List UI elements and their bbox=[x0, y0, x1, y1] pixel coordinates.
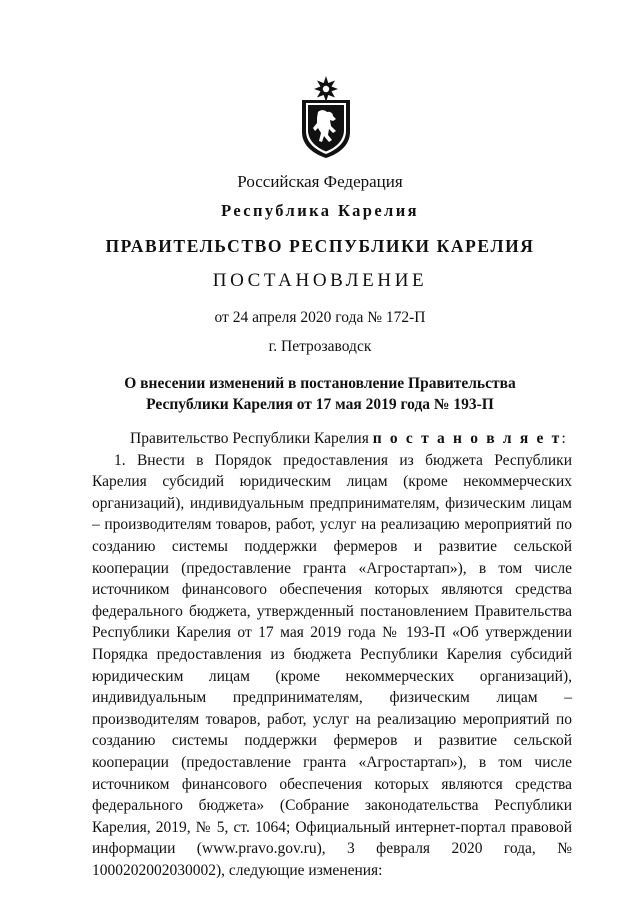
karelia-coat-of-arms-icon bbox=[300, 76, 352, 158]
intro-verb: п о с т а н о в л я е т bbox=[372, 430, 562, 447]
document-date-number: от 24 апреля 2020 года № 172-П bbox=[214, 309, 426, 326]
document-body bbox=[92, 428, 572, 881]
subject-line-1: О внесении изменений в постановление Правительства bbox=[124, 375, 516, 392]
republic-name: Республика Карелия bbox=[221, 201, 419, 220]
intro-text: Правительство Республики Карелия bbox=[130, 430, 373, 447]
government-name: ПРАВИТЕЛЬСТВО РЕСПУБЛИКИ КАРЕЛИЯ bbox=[105, 236, 535, 256]
document-subject bbox=[120, 373, 520, 415]
item-1-paragraph: 1. Внести в Порядок предоставления из бюджета Республики Карелия субсидий юридическим лицам (кроме некоммерческих организаций), индивидуальным предпринимателям, физическим лицам – производителям товаров, работ, услуг на реализацию мероприятий по созданию системы поддержки фермеров и развитие сельской кооперации (предоставление гранта «Агростартап»), в том числе источником финансового обеспечения которых являются средства федерального бюджета, утвержденный постановлением Правительства Республики Карелия от 17 мая 2019 года № 193-П «Об утверждении Порядка предоставления из бюджета Республики Карелия субсидий юридическим лицам (кроме некоммерческих организаций), индивидуальным предпринимателям, физическим лицам – производителям товаров, работ, услуг на реализацию мероприятий по созданию системы поддержки фермеров и развитие сельской кооперации (предоставление гранта «Агростартап»), в том числе источником финансового обеспечения которых являются средства федерального бюджета» (Собрание законодательства Республики Карелия, 2019, № 5, ст. 1064; Официальный интернет-портал правовой информации (www.pravo.gov.ru), 3 февраля 2020 года, № 1000202002030002), следующие изменения: bbox=[92, 451, 572, 879]
intro-paragraph bbox=[92, 428, 572, 450]
country-name: Российская Федерация bbox=[237, 172, 403, 191]
document-city: г. Петрозаводск bbox=[268, 338, 372, 355]
document-type: ПОСТАНОВЛЕНИЕ bbox=[212, 270, 428, 291]
intro-colon: : bbox=[561, 430, 566, 447]
subject-line-2: Республики Карелия от 17 мая 2019 года № 193-П bbox=[146, 396, 494, 413]
